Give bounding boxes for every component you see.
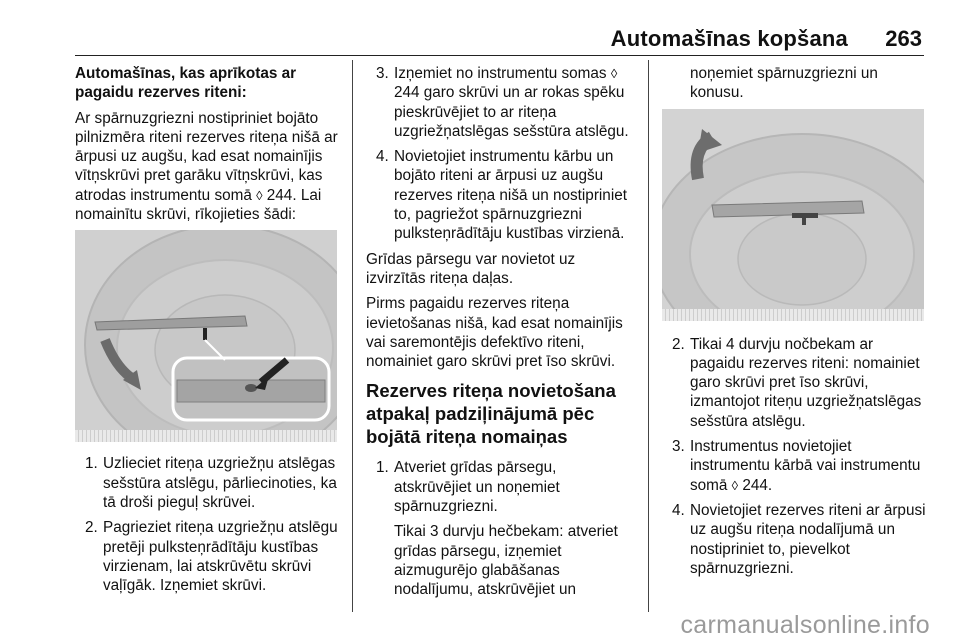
paragraph: Pirms pagaidu rezerves riteņa ievietošanas nišā, kad esat nomainījis vai saremontējis defektīvo riteni, nomainiet garo skrūvi pret īso skrūvi.	[366, 295, 623, 371]
reinstall-steps-list	[366, 458, 636, 516]
list-item: 3. Izņemiet no instrumentu somas ◊ 244 garo skrūvi un ar rokas spēku pieskrūvējiet to ar riteņa uzgriežņatslēgas sešstūra atslēgu.	[376, 65, 629, 140]
wheel-well-illustration	[75, 230, 337, 442]
list-item: 4. Novietojiet rezerves riteni ar ārpusi uz augšu riteņa nodalījumā un nostipriniet to, pievelkot spārnuzgriezni.	[672, 501, 926, 577]
steps-list	[75, 454, 342, 595]
paragraph: Grīdas pārsegu var novietot uz izvirzītās riteņa daļas.	[366, 250, 576, 287]
spare-wheel-bolt-figure	[75, 230, 337, 442]
list-item: 2. Pagrieziet riteņa uzgriežņu atslēgu pretēji pulksteņrādītāju kustības virzienam, lai atskrūvētu skrūvi vaļīgāk. Izņemiet skrūvi.	[85, 519, 338, 595]
list-item: 4. Novietojiet instrumentu kārbu un bojāto riteni ar ārpusi uz augšu rezerves riteņa nišā un nostipriniet to, pagriežot spārnuzgriezni pulksteņrādītāju kustības virzienā.	[376, 148, 627, 243]
watermark: carmanualsonline.info	[680, 611, 930, 639]
intro-paragraph: Ar spārnuzgriezni nostipriniet bojāto pilnizmēra riteni rezerves riteņa nišā ar ārpusi uz augšu, kad esat nomainījis vītņskrūvi pret garāku vītņskrūvi, kas atrodas instrumentu somā ◊ 244. Lai nomainītu skrūvi, rīkojieties šādi:	[75, 109, 338, 224]
column-3	[662, 64, 928, 584]
reference-arrow-icon: ◊	[731, 477, 739, 493]
list-item: 3. Instrumentus novietojiet instrumentu kārbā vai instrumentu somā ◊ 244.	[672, 438, 921, 494]
continued-text: noņemiet spārnuzgriezni un konusu.	[690, 65, 878, 102]
column-2	[366, 64, 636, 606]
column-divider-2	[648, 60, 649, 612]
steps-list-continued	[366, 64, 636, 244]
column-divider-1	[352, 60, 353, 612]
list-item: 1. Atveriet grīdas pārsegu, atskrūvējiet un noņemiet spārnuzgriezni.	[376, 459, 560, 516]
list-item: 1. Uzlieciet riteņa uzgriežņu atslēgas sešstūra atslēgu, pārliecinoties, ka tā droši pieguļ skrūvei.	[85, 455, 337, 511]
column-1	[75, 64, 342, 601]
page-title: Automašīnas kopšana	[610, 26, 848, 51]
subsection-heading: Automašīnas, kas aprīkotas ar pagaidu rezerves riteni:	[75, 65, 297, 102]
sub-paragraph: Tikai 3 durvju hečbekam: atveriet grīdas pārsegu, izņemiet aizmugurējo glabāšanas nodalījumu, atskrūvējiet un	[394, 523, 618, 599]
header-divider	[75, 55, 924, 56]
section-heading: Rezerves riteņa novietošana atpakaļ padziļinājumā pēc bojātā riteņa nomaiņas	[366, 380, 616, 448]
wing-nut-illustration	[662, 109, 924, 321]
reference-arrow-icon: ◊	[256, 187, 263, 203]
reinstall-steps-list-continued	[662, 335, 928, 579]
figure-bottom-strip	[75, 430, 337, 442]
reference-arrow-icon: ◊	[610, 66, 618, 81]
page-number: 263	[885, 26, 922, 51]
wing-nut-figure	[662, 109, 924, 321]
list-item: 2. Tikai 4 durvju nočbekam ar pagaidu rezerves riteni: nomainiet garo skrūvi pret īso skrūvi, izmantojot riteņu uzgriežņatslēgas sešstūra atslēgu.	[672, 335, 922, 430]
figure-bottom-strip	[662, 309, 924, 321]
